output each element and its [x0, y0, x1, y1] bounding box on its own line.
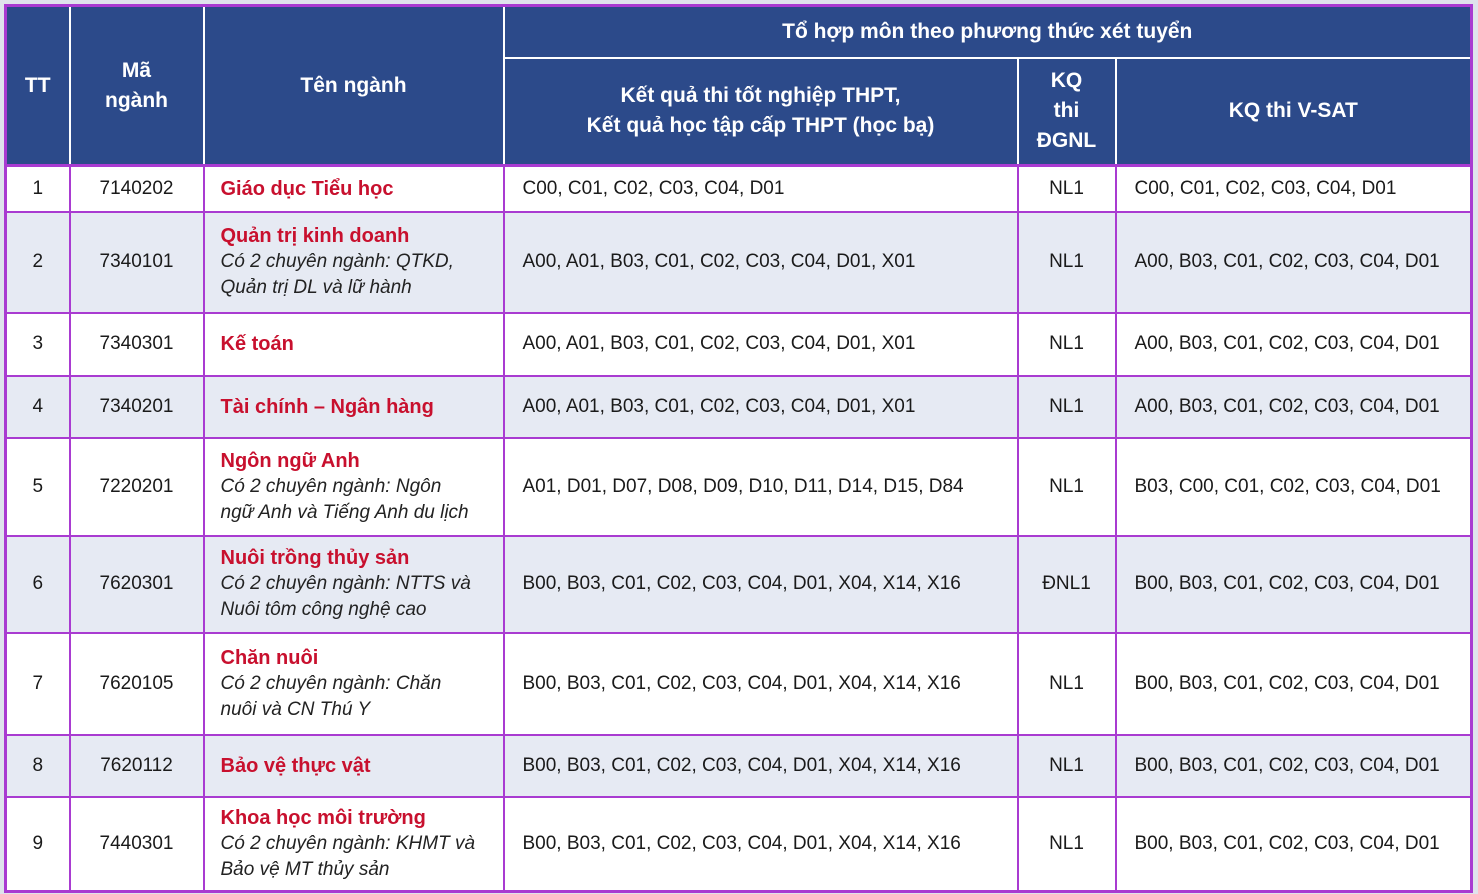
row-dgnl: NL1	[1018, 313, 1116, 376]
major-note-line1: Có 2 chuyên ngành: KHMT và	[220, 832, 476, 854]
major-name: Quản trị kinh doanh	[220, 225, 410, 247]
row-vsat-combos: B00, B03, C01, C02, C03, C04, D01	[1116, 633, 1472, 735]
header-thpt	[504, 58, 1018, 166]
table-body	[6, 166, 1472, 892]
header-dgnl-line1: KQ	[1050, 69, 1083, 93]
row-code: 7440301	[70, 797, 204, 892]
row-thpt-combos: B00, B03, C01, C02, C03, C04, D01, X04, X14, X16	[504, 536, 1018, 633]
header-dgnl-line3: ĐGNL	[1036, 129, 1097, 153]
major-note-line2: Quản trị DL và lữ hành	[220, 277, 412, 298]
major-name: Giáo dục Tiểu học	[220, 177, 394, 200]
table-row	[6, 376, 1472, 438]
table-row	[6, 633, 1472, 735]
row-code: 7340101	[70, 212, 204, 313]
header-dgnl	[1018, 58, 1116, 166]
row-vsat-combos: B00, B03, C01, C02, C03, C04, D01	[1116, 536, 1472, 633]
row-code: 7620105	[70, 633, 204, 735]
row-thpt-combos: B00, B03, C01, C02, C03, C04, D01, X04, X14, X16	[504, 633, 1018, 735]
row-tt: 5	[6, 438, 70, 536]
row-dgnl: NL1	[1018, 633, 1116, 735]
admission-table	[4, 4, 1473, 893]
table-header	[6, 6, 1472, 166]
row-dgnl: NL1	[1018, 166, 1116, 212]
row-tt: 2	[6, 212, 70, 313]
major-name: Nuôi trồng thủy sản	[220, 547, 410, 569]
row-tt: 3	[6, 313, 70, 376]
row-name-cell	[204, 212, 504, 313]
table-row	[6, 735, 1472, 797]
row-thpt-combos: B00, B03, C01, C02, C03, C04, D01, X04, X14, X16	[504, 735, 1018, 797]
major-name: Chăn nuôi	[220, 646, 319, 669]
row-name-cell	[204, 536, 504, 633]
table-row	[6, 166, 1472, 212]
row-name-cell	[204, 376, 504, 438]
row-dgnl: NL1	[1018, 438, 1116, 536]
table-row	[6, 797, 1472, 892]
row-thpt-combos: A00, A01, B03, C01, C02, C03, C04, D01, X01	[504, 376, 1018, 438]
major-name: Ngôn ngữ Anh	[220, 449, 360, 472]
major-note-line1: Có 2 chuyên ngành: Ngôn	[220, 475, 442, 497]
header-code-line1: Mã	[121, 58, 152, 82]
admission-table-container	[4, 4, 1470, 890]
header-name	[204, 6, 504, 166]
table-row	[6, 438, 1472, 536]
row-dgnl: NL1	[1018, 797, 1116, 892]
row-code: 7340301	[70, 313, 204, 376]
major-note-line2: Nuôi tôm công nghệ cao	[220, 599, 427, 620]
row-thpt-combos: A00, A01, B03, C01, C02, C03, C04, D01, X01	[504, 313, 1018, 376]
header-vsat	[1116, 58, 1472, 166]
major-name: Kế toán	[220, 333, 294, 355]
row-thpt-combos: B00, B03, C01, C02, C03, C04, D01, X04, X14, X16	[504, 797, 1018, 892]
row-name-cell	[204, 633, 504, 735]
row-thpt-combos: A00, A01, B03, C01, C02, C03, C04, D01, X01	[504, 212, 1018, 313]
row-tt: 1	[6, 166, 70, 212]
header-group-label: Tổ hợp môn theo phương thức xét tuyển	[782, 19, 1193, 43]
row-name-cell	[204, 166, 504, 212]
row-tt: 6	[6, 536, 70, 633]
table-row	[6, 212, 1472, 313]
row-name-cell	[204, 438, 504, 536]
row-code: 7340201	[70, 376, 204, 438]
table-row	[6, 536, 1472, 633]
major-note-line2: nuôi và CN Thú Y	[220, 698, 371, 720]
header-group	[504, 6, 1472, 58]
major-note-line1: Có 2 chuyên ngành: QTKD,	[220, 251, 454, 272]
row-dgnl: NL1	[1018, 735, 1116, 797]
row-tt: 8	[6, 735, 70, 797]
row-dgnl: NL1	[1018, 212, 1116, 313]
header-code-line2: ngành	[105, 88, 168, 112]
row-vsat-combos: B00, B03, C01, C02, C03, C04, D01	[1116, 735, 1472, 797]
row-code: 7140202	[70, 166, 204, 212]
row-thpt-combos: A01, D01, D07, D08, D09, D10, D11, D14, D15, D84	[504, 438, 1018, 536]
row-vsat-combos: A00, B03, C01, C02, C03, C04, D01	[1116, 313, 1472, 376]
row-name-cell	[204, 735, 504, 797]
table-row	[6, 313, 1472, 376]
header-vsat-label: KQ thi V-SAT	[1228, 99, 1358, 123]
row-vsat-combos: C00, C01, C02, C03, C04, D01	[1116, 166, 1472, 212]
header-code	[70, 6, 204, 166]
row-thpt-combos: C00, C01, C02, C03, C04, D01	[504, 166, 1018, 212]
major-note-line1: Có 2 chuyên ngành: NTTS và	[220, 573, 471, 594]
header-thpt-line2: Kết quả học tập cấp THPT (học bạ)	[586, 114, 935, 138]
row-code: 7620301	[70, 536, 204, 633]
row-code: 7220201	[70, 438, 204, 536]
major-name: Khoa học môi trường	[220, 806, 426, 829]
major-note-line2: Bảo vệ MT thủy sản	[220, 858, 390, 880]
row-code: 7620112	[70, 735, 204, 797]
row-tt: 4	[6, 376, 70, 438]
major-name: Bảo vệ thực vật	[220, 754, 371, 777]
row-name-cell	[204, 313, 504, 376]
header-tt-label: TT	[24, 73, 51, 97]
row-dgnl: ĐNL1	[1018, 536, 1116, 633]
row-name-cell	[204, 797, 504, 892]
header-name-label: Tên ngành	[300, 73, 407, 97]
major-note-line2: ngữ Anh và Tiếng Anh du lịch	[220, 501, 469, 523]
row-vsat-combos: B00, B03, C01, C02, C03, C04, D01	[1116, 797, 1472, 892]
major-name: Tài chính – Ngân hàng	[220, 395, 434, 418]
header-thpt-line1: Kết quả thi tốt nghiệp THPT,	[620, 84, 901, 108]
row-tt: 7	[6, 633, 70, 735]
row-vsat-combos: A00, B03, C01, C02, C03, C04, D01	[1116, 376, 1472, 438]
row-vsat-combos: B03, C00, C01, C02, C03, C04, D01	[1116, 438, 1472, 536]
row-dgnl: NL1	[1018, 376, 1116, 438]
header-dgnl-line2: thi	[1053, 99, 1080, 123]
header-tt	[6, 6, 70, 166]
major-note-line1: Có 2 chuyên ngành: Chăn	[220, 672, 442, 694]
row-vsat-combos: A00, B03, C01, C02, C03, C04, D01	[1116, 212, 1472, 313]
row-tt: 9	[6, 797, 70, 892]
